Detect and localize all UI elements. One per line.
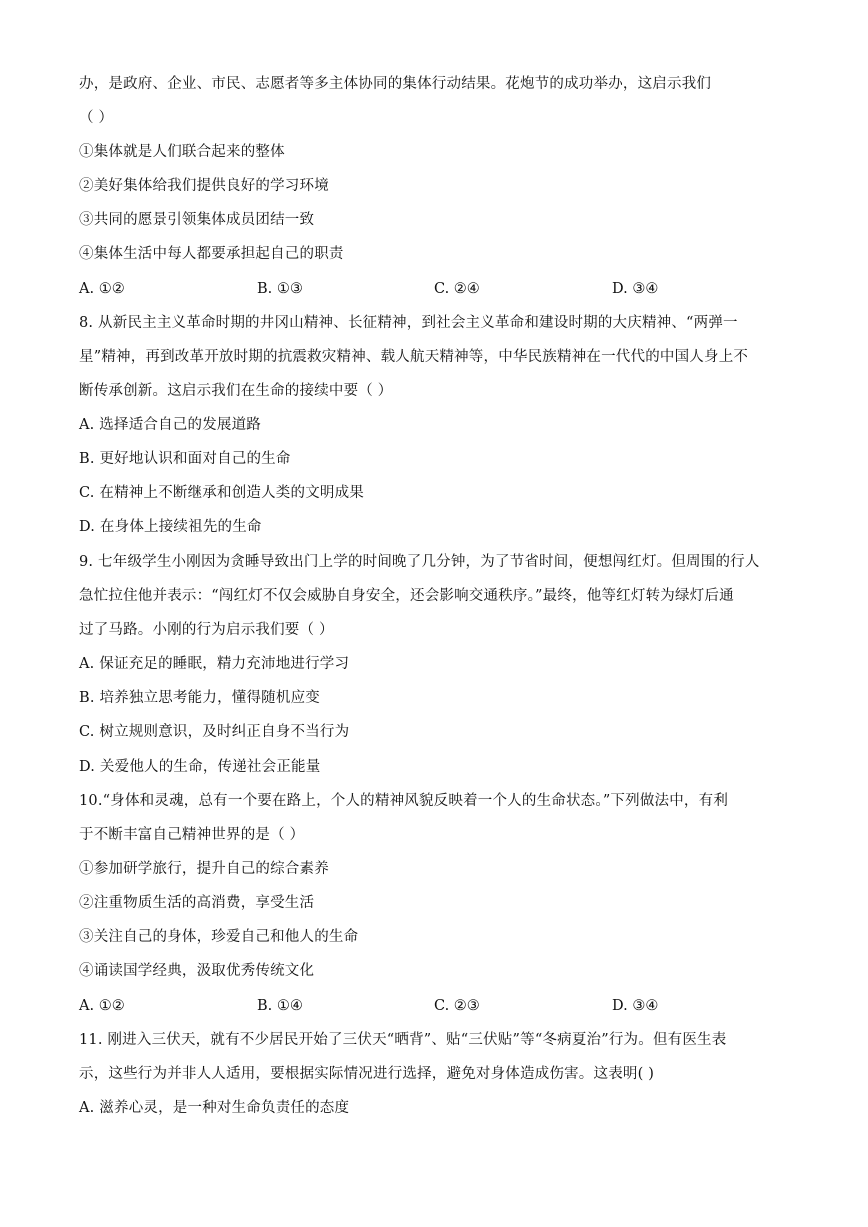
q10-item: ③关注自己的身体，珍爱自己和他人的生命 [79, 929, 359, 945]
q8-option-d[interactable]: D. 在身体上接续祖先的生命 [79, 519, 262, 535]
q8-option-b[interactable]: B. 更好地认识和面对自己的生命 [79, 451, 291, 467]
q7-item: ①集体就是人们联合起来的整体 [79, 144, 285, 160]
q11-stem-line: 示，这些行为并非人人适用，要根据实际情况进行选择，避免对身体造成伤害。这表明( ) [79, 1066, 655, 1082]
q9-stem-line: 9. 七年级学生小刚因为贪睡导致出门上学的时间晚了几分钟，为了节省时间，便想闯红灯。但周围的行人 [79, 554, 760, 570]
q7-option-c[interactable]: C. ②④ [434, 281, 480, 297]
q11-option-a[interactable]: A. 滋养心灵，是一种对生命负责任的态度 [79, 1100, 350, 1116]
q7-item: ④集体生活中每人都要承担起自己的职责 [79, 246, 344, 262]
q9-option-d[interactable]: D. 关爱他人的生命，传递社会正能量 [79, 759, 321, 775]
q7-option-a[interactable]: A. ①② [79, 281, 125, 297]
q8-stem-line: 星”精神，再到改革开放时期的抗震救灾精神、载人航天精神等，中华民族精神在一代代的中国人身上不 [79, 349, 749, 365]
q9-option-c[interactable]: C. 树立规则意识，及时纠正自身不当行为 [79, 724, 350, 740]
q8-option-c[interactable]: C. 在精神上不断继承和创造人类的文明成果 [79, 485, 364, 501]
q9-option-b[interactable]: B. 培养独立思考能力，懂得随机应变 [79, 690, 320, 706]
q7-stem-line: 办，是政府、企业、市民、志愿者等多主体协同的集体行动结果。花炮节的成功举办，这启示我们 [79, 76, 712, 92]
q11-stem-line: 11. 刚进入三伏天，就有不少居民开始了三伏天“晒背”、贴“三伏贴”等“冬病夏治”行为。但有医生表 [79, 1032, 727, 1048]
q9-option-a[interactable]: A. 保证充足的睡眠，精力充沛地进行学习 [79, 656, 350, 672]
q7-item: ②美好集体给我们提供良好的学习环境 [79, 178, 329, 194]
q10-item: ④诵读国学经典，汲取优秀传统文化 [79, 963, 315, 979]
q7-answer-blank: （ ） [79, 110, 114, 126]
q10-option-d[interactable]: D. ③④ [612, 998, 659, 1014]
q8-stem-line: 8. 从新民主主义革命时期的井冈山精神、长征精神，到社会主义革命和建设时期的大庆精神、“两弹一 [79, 315, 738, 331]
q10-item: ②注重物质生活的高消费，享受生活 [79, 895, 315, 911]
q7-option-b[interactable]: B. ①③ [257, 281, 303, 297]
q7-option-d[interactable]: D. ③④ [612, 281, 659, 297]
q10-options [79, 996, 839, 1016]
q10-item: ①参加研学旅行，提升自己的综合素养 [79, 861, 329, 877]
q7-item: ③共同的愿景引领集体成员团结一致 [79, 212, 315, 228]
q10-option-c[interactable]: C. ②③ [434, 998, 480, 1014]
q10-stem-line: 于不断丰富自己精神世界的是（ ） [79, 827, 305, 843]
q7-options [79, 279, 839, 299]
q9-stem-line: 过了马路。小刚的行为启示我们要（ ） [79, 622, 334, 638]
q10-option-b[interactable]: B. ①④ [257, 998, 303, 1014]
q8-stem-line: 断传承创新。这启示我们在生命的接续中要（ ） [79, 383, 393, 399]
q9-stem-line: 急忙拉住他并表示：“闯红灯不仅会威胁自身安全，还会影响交通秩序。”最终，他等红灯转为绿灯后通 [79, 588, 734, 604]
q8-option-a[interactable]: A. 选择适合自己的发展道路 [79, 417, 261, 433]
q10-stem-line: 10.“身体和灵魂，总有一个要在路上，个人的精神风貌反映着一个人的生命状态。”下列做法中，有利 [79, 793, 729, 809]
q10-option-a[interactable]: A. ①② [79, 998, 125, 1014]
